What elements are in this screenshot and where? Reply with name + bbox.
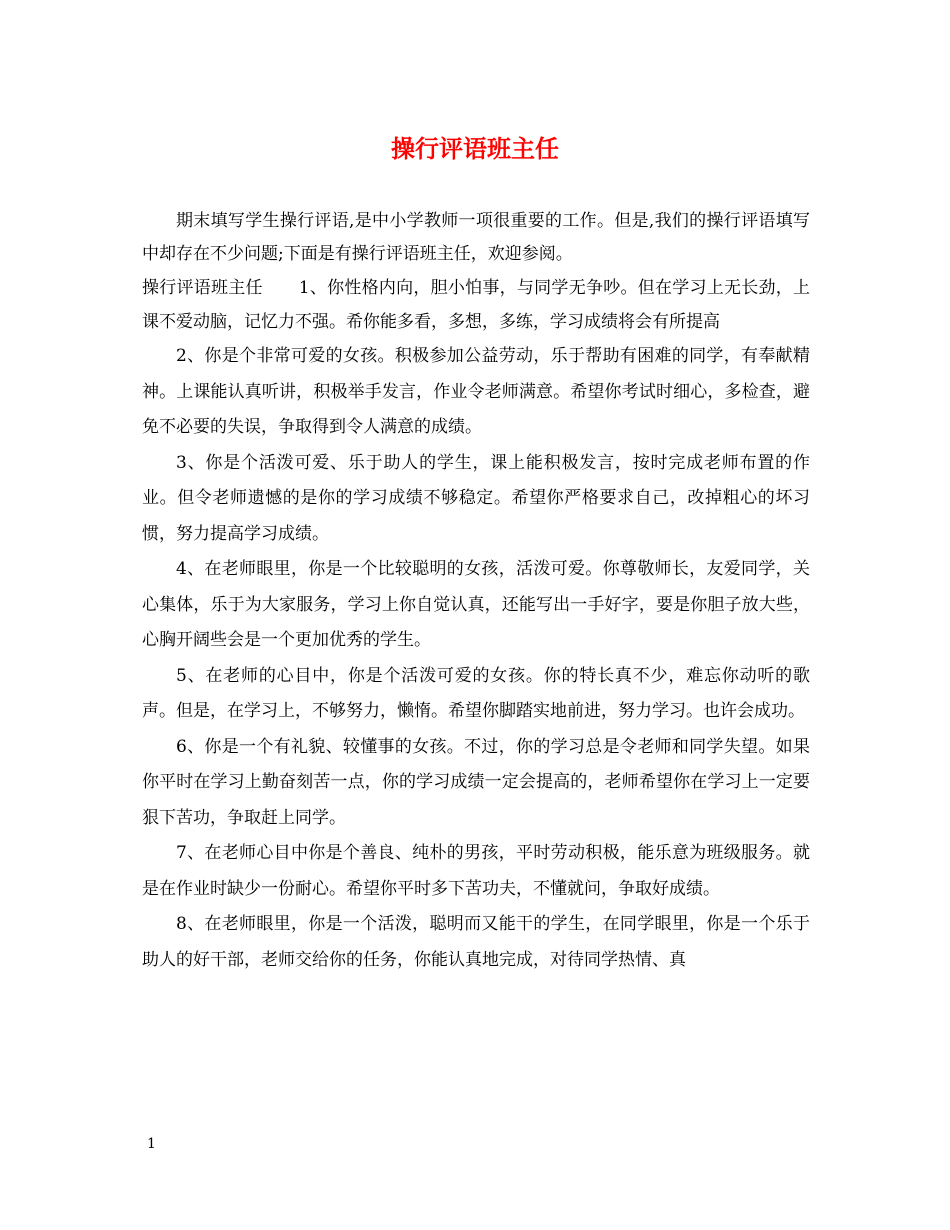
document-body — [142, 205, 810, 978]
document-title: 操行评语班主任 — [391, 134, 559, 163]
comment-item-6: 6、你是一个有礼貌、较懂事的女孩。不过，你的学习总是令老师和同学失望。如果你平时在学习上勤奋刻苦一点，你的学习成绩一定会提高的，老师希望你在学习上一定要狠下苦功，争取赶上同学。 — [142, 736, 810, 828]
section-label: 操行评语班主任 — [142, 278, 263, 298]
comment-item-2: 2、你是个非常可爱的女孩。积极参加公益劳动，乐于帮助有困难的同学，有奉献精神。上课能认真听讲，积极举手发言，作业令老师满意。希望你考试时细心，多检查，避免不必要的失误，争取得到令人满意的成绩。 — [142, 346, 810, 437]
page-number: 1 — [147, 1136, 156, 1152]
comment-item-1: 1、你性格内向，胆小怕事，与同学无争吵。但在学习上无长劲，上课不爱动脑，记忆力不强。希你能多看，多想，多练，学习成绩将会有所提高 — [142, 278, 810, 332]
comment-item-5: 5、在老师的心目中，你是个活泼可爱的女孩。你的特长真不少，难忘你动听的歌声。但是，在学习上，不够努力，懒惰。希望你脚踏实地前进，努力学习。也许会成功。 — [142, 665, 810, 721]
first-comment-paragraph — [142, 271, 810, 339]
comment-item-4: 4、在老师眼里，你是一个比较聪明的女孩，活泼可爱。你尊敬师长，友爱同学，关心集体，乐于为大家服务，学习上你自觉认真，还能写出一手好字，要是你胆子放大些，心胸开阔些会是一个更加优秀的学生。 — [142, 559, 810, 650]
intro-paragraph: 期末填写学生操行评语,是中小学教师一项很重要的工作。但是,我们的操行评语填写中却存在不少问题;下面是有操行评语班主任，欢迎参阅。 — [142, 211, 810, 264]
comment-item-8: 8、在老师眼里，你是一个活泼，聪明而又能干的学生，在同学眼里，你是一个乐于助人的好干部，老师交给你的任务，你能认真地完成，对待同学热情、真 — [142, 914, 810, 970]
comment-item-7: 7、在老师心目中你是个善良、纯朴的男孩，平时劳动积极，能乐意为班级服务。就是在作业时缺少一份耐心。希望你平时多下苦功夫，不懂就问，争取好成绩。 — [142, 843, 810, 899]
comment-item-3: 3、你是个活泼可爱、乐于助人的学生，课上能积极发言，按时完成老师布置的作业。但令老师遗憾的是你的学习成绩不够稳定。希望你严格要求自己，改掉粗心的坏习惯，努力提高学习成绩。 — [142, 452, 810, 544]
